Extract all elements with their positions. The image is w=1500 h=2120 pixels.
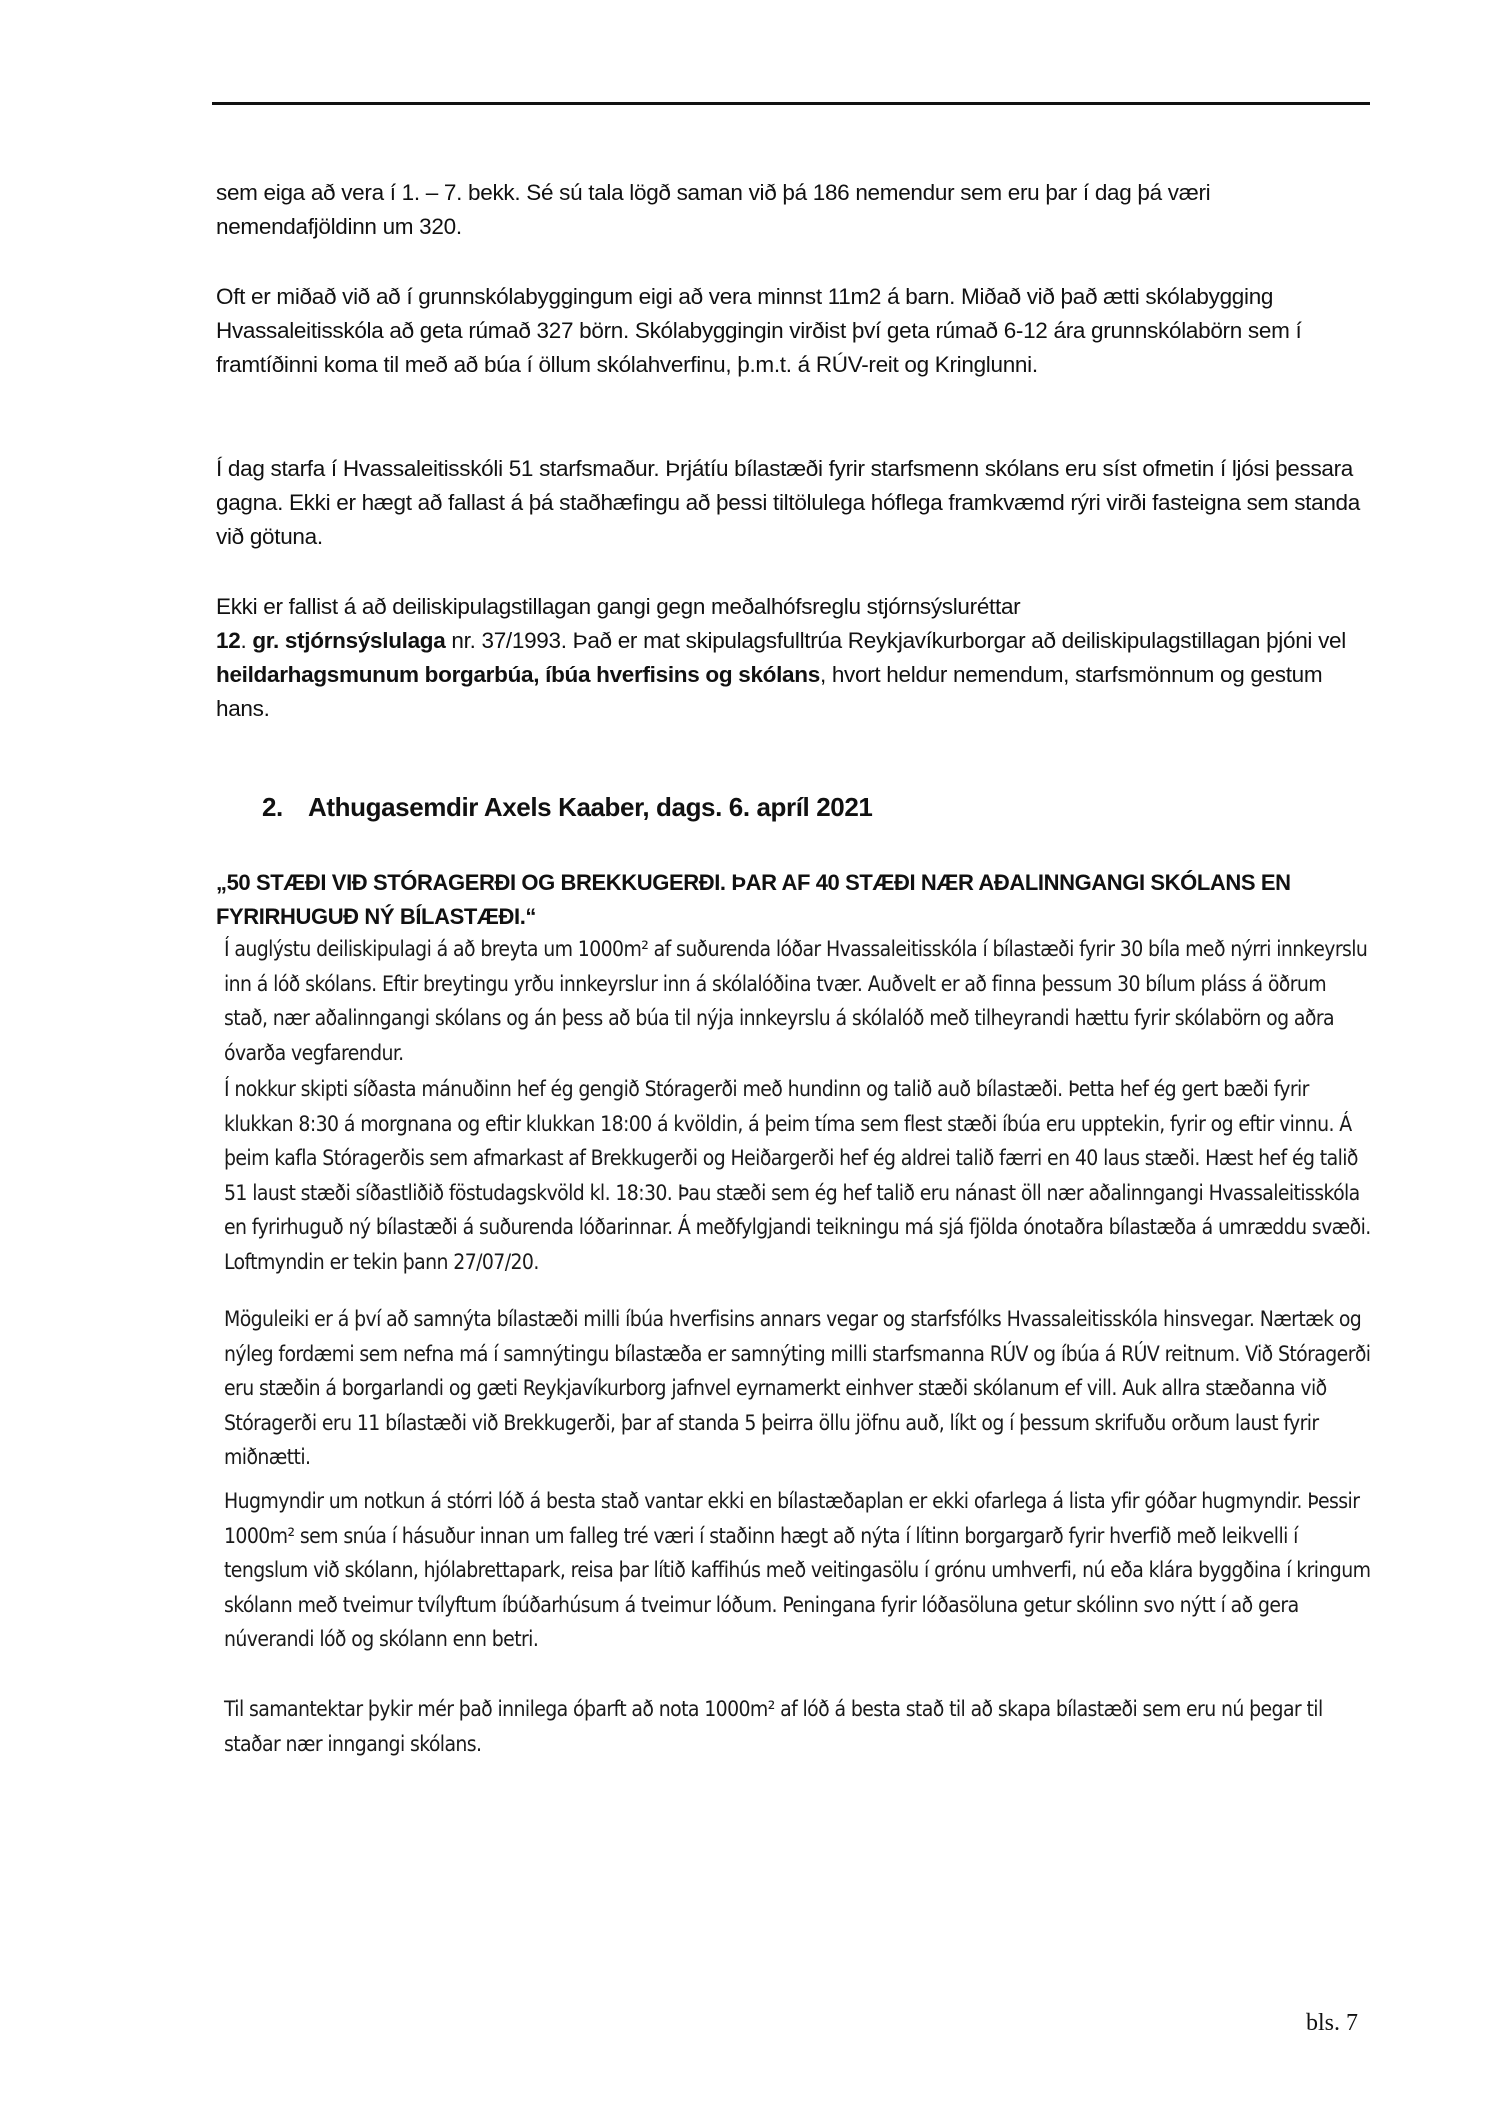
quoted-paragraph-2 (224, 1072, 1374, 1279)
section-number: 2. (262, 792, 283, 822)
paragraph-text: Hugmyndir um notkun á stórri lóð á besta stað vantar ekki en bílastæðaplan er ekki ofarlega á lista yfir góðar hugmyndir. Þessir 1000m² sem snúa í hásuður innan um falleg tré væri í staðinn hægt að nýta í lítinn borgargarð fyrir hverfið með leikvelli í tengslum við skólann, hjólabrettapark, reisa þar lítið kaffihús með veitingasölu í grónu umhverfi, nú eða klára byggðina í kringum skólann með tveimur tvílyftum íbúðarhúsum á tveimur lóðum. Peningana fyrir lóðasöluna getur skólinn svo nýtt í að gera núverandi lóð og skólann enn betri. (224, 1489, 1371, 1651)
page-number: bls. 7 (1306, 2010, 1359, 2036)
legal-bold-interests: heildarhagsmunum borgarbúa, íbúa hverfisins og skólans (216, 662, 820, 687)
legal-text: Ekki er fallist á að deiliskipulagstillagan gangi gegn meðalhófsreglu stjórnsýsluréttar (216, 594, 1021, 619)
paragraph-text: Til samantektar þykir mér það innilega óþarft að nota 1000m² af lóð á besta stað til að skapa bílastæði sem eru nú þegar til staðar nær inngangi skólans. (224, 1697, 1323, 1756)
paragraph-text: Í nokkur skipti síðasta mánuðinn hef ég gengið Stóragerði með hundinn og talið auð bílastæði. Þetta hef ég gert bæði fyrir klukkan 8:30 á morgnana og eftir klukkan 18:00 á kvöldin, á þeim tíma sem flest stæði íbúa eru upptekin, fyrir og eftir vinnu. Á þeim kafla Stóragerðis sem afmarkast af Brekkugerði og Heiðargerði hef ég aldrei talið færri en 40 laus stæði. Hæst hef ég talið 51 laust stæði síðastliðið föstudagskvöld kl. 18:30. Þau stæði sem ég hef talið eru nánast öll nær aðalinngangi Hvassaleitisskóla en fyrirhuguð ný bílastæði á suðurenda lóðarinnar. Á meðfylgjandi teikningu má sjá fjölda ónotaðra bílastæða á umræddu svæði. Loftmyndin er tekin þann 27/07/20. (224, 1077, 1371, 1274)
paragraph-staff-parking (216, 452, 1376, 554)
legal-separator: . (240, 628, 253, 653)
legal-text: , hvort heldur nemendum, starfsmönnum og gestum hans. (216, 662, 1323, 721)
section-title: Athugasemdir Axels Kaaber, dags. 6. apríl 2021 (308, 792, 873, 822)
quoted-paragraph-4 (224, 1484, 1374, 1657)
paragraph-text: sem eiga að vera í 1. – 7. bekk. Sé sú tala lögð saman við þá 186 nemendur sem eru þar í dag þá væri nemendafjöldinn um 320. (216, 180, 1211, 239)
paragraph-building-capacity (216, 280, 1376, 382)
section-heading (262, 792, 872, 823)
paragraph-student-count (216, 176, 1376, 244)
legal-text: nr. 37/1993. Það er mat skipulagsfulltrúa Reykjavíkurborgar að deiliskipulagstillagan þjóni vel (445, 628, 1346, 653)
paragraph-text: Möguleiki er á því að samnýta bílastæði milli íbúa hverfisins annars vegar og starfsfólks Hvassaleitisskóla hinsvegar. Nærtæk og nýleg fordæmi sem nefna má í samnýtingu bílastæða er samnýting milli starfsmanna RÚV og íbúa á RÚV reitnum. Við Stóragerði eru stæðin á borgarlandi og gæti Reykjavíkurborg jafnvel eyrnamerkt einhver stæði skólanum ef vill. Auk allra stæðanna við Stóragerði eru 11 bílastæði við Brekkugerði, þar af standa 5 þeirra öllu jöfnu auð, líkt og í þessum skrifuðu orðum laust fyrir miðnætti. (224, 1307, 1371, 1469)
quoted-paragraph-3 (224, 1302, 1374, 1475)
legal-bold-article: 12 (216, 628, 241, 653)
quoted-paragraph-5 (224, 1692, 1374, 1761)
paragraph-legal (216, 590, 1376, 726)
quote-title: „50 STÆÐI VIÐ STÓRAGERÐI OG BREKKUGERÐI. ÞAR AF 40 STÆÐI NÆR AÐALINNGANGI SKÓLANS EN FYRIRHUGUÐ NÝ BÍLASTÆÐI.“ (216, 870, 1291, 929)
header-rule (212, 102, 1370, 105)
quoted-paragraph-1 (224, 932, 1374, 1070)
paragraph-text: Í auglýstu deiliskipulagi á að breyta um 1000m² af suðurenda lóðar Hvassaleitisskóla í bílastæði fyrir 30 bíla með nýrri innkeyrslu inn á lóð skólans. Eftir breytingu yrðu innkeyrslur inn á skólalóðina tvær. Auðvelt er að finna þessum 30 bílum pláss á öðrum stað, nær aðalinngangi skólans og án þess að búa til nýja innkeyrslu á skólalóð með tilheyrandi hættu fyrir skólabörn og aðra óvarða vegfarendur. (224, 937, 1368, 1065)
legal-bold-law: gr. stjórnsýslulaga (252, 628, 446, 653)
paragraph-text: Oft er miðað við að í grunnskólabyggingum eigi að vera minnst 11m2 á barn. Miðað við það ætti skólabygging Hvassaleitisskóla að geta rúmað 327 börn. Skólabyggingin virðist því geta rúmað 6-12 ára grunnskólabörn sem í framtíðinni koma til með að búa í öllum skólahverfinu, þ.m.t. á RÚV-reit og Kringlunni. (216, 284, 1302, 377)
paragraph-text: Í dag starfa í Hvassaleitisskóli 51 starfsmaður. Þrjátíu bílastæði fyrir starfsmenn skólans eru síst ofmetin í ljósi þessara gagna. Ekki er hægt að fallast á þá staðhæfingu að þessi tiltölulega hóflega framkvæmd rýri virði fasteigna sem standa við götuna. (216, 456, 1360, 549)
